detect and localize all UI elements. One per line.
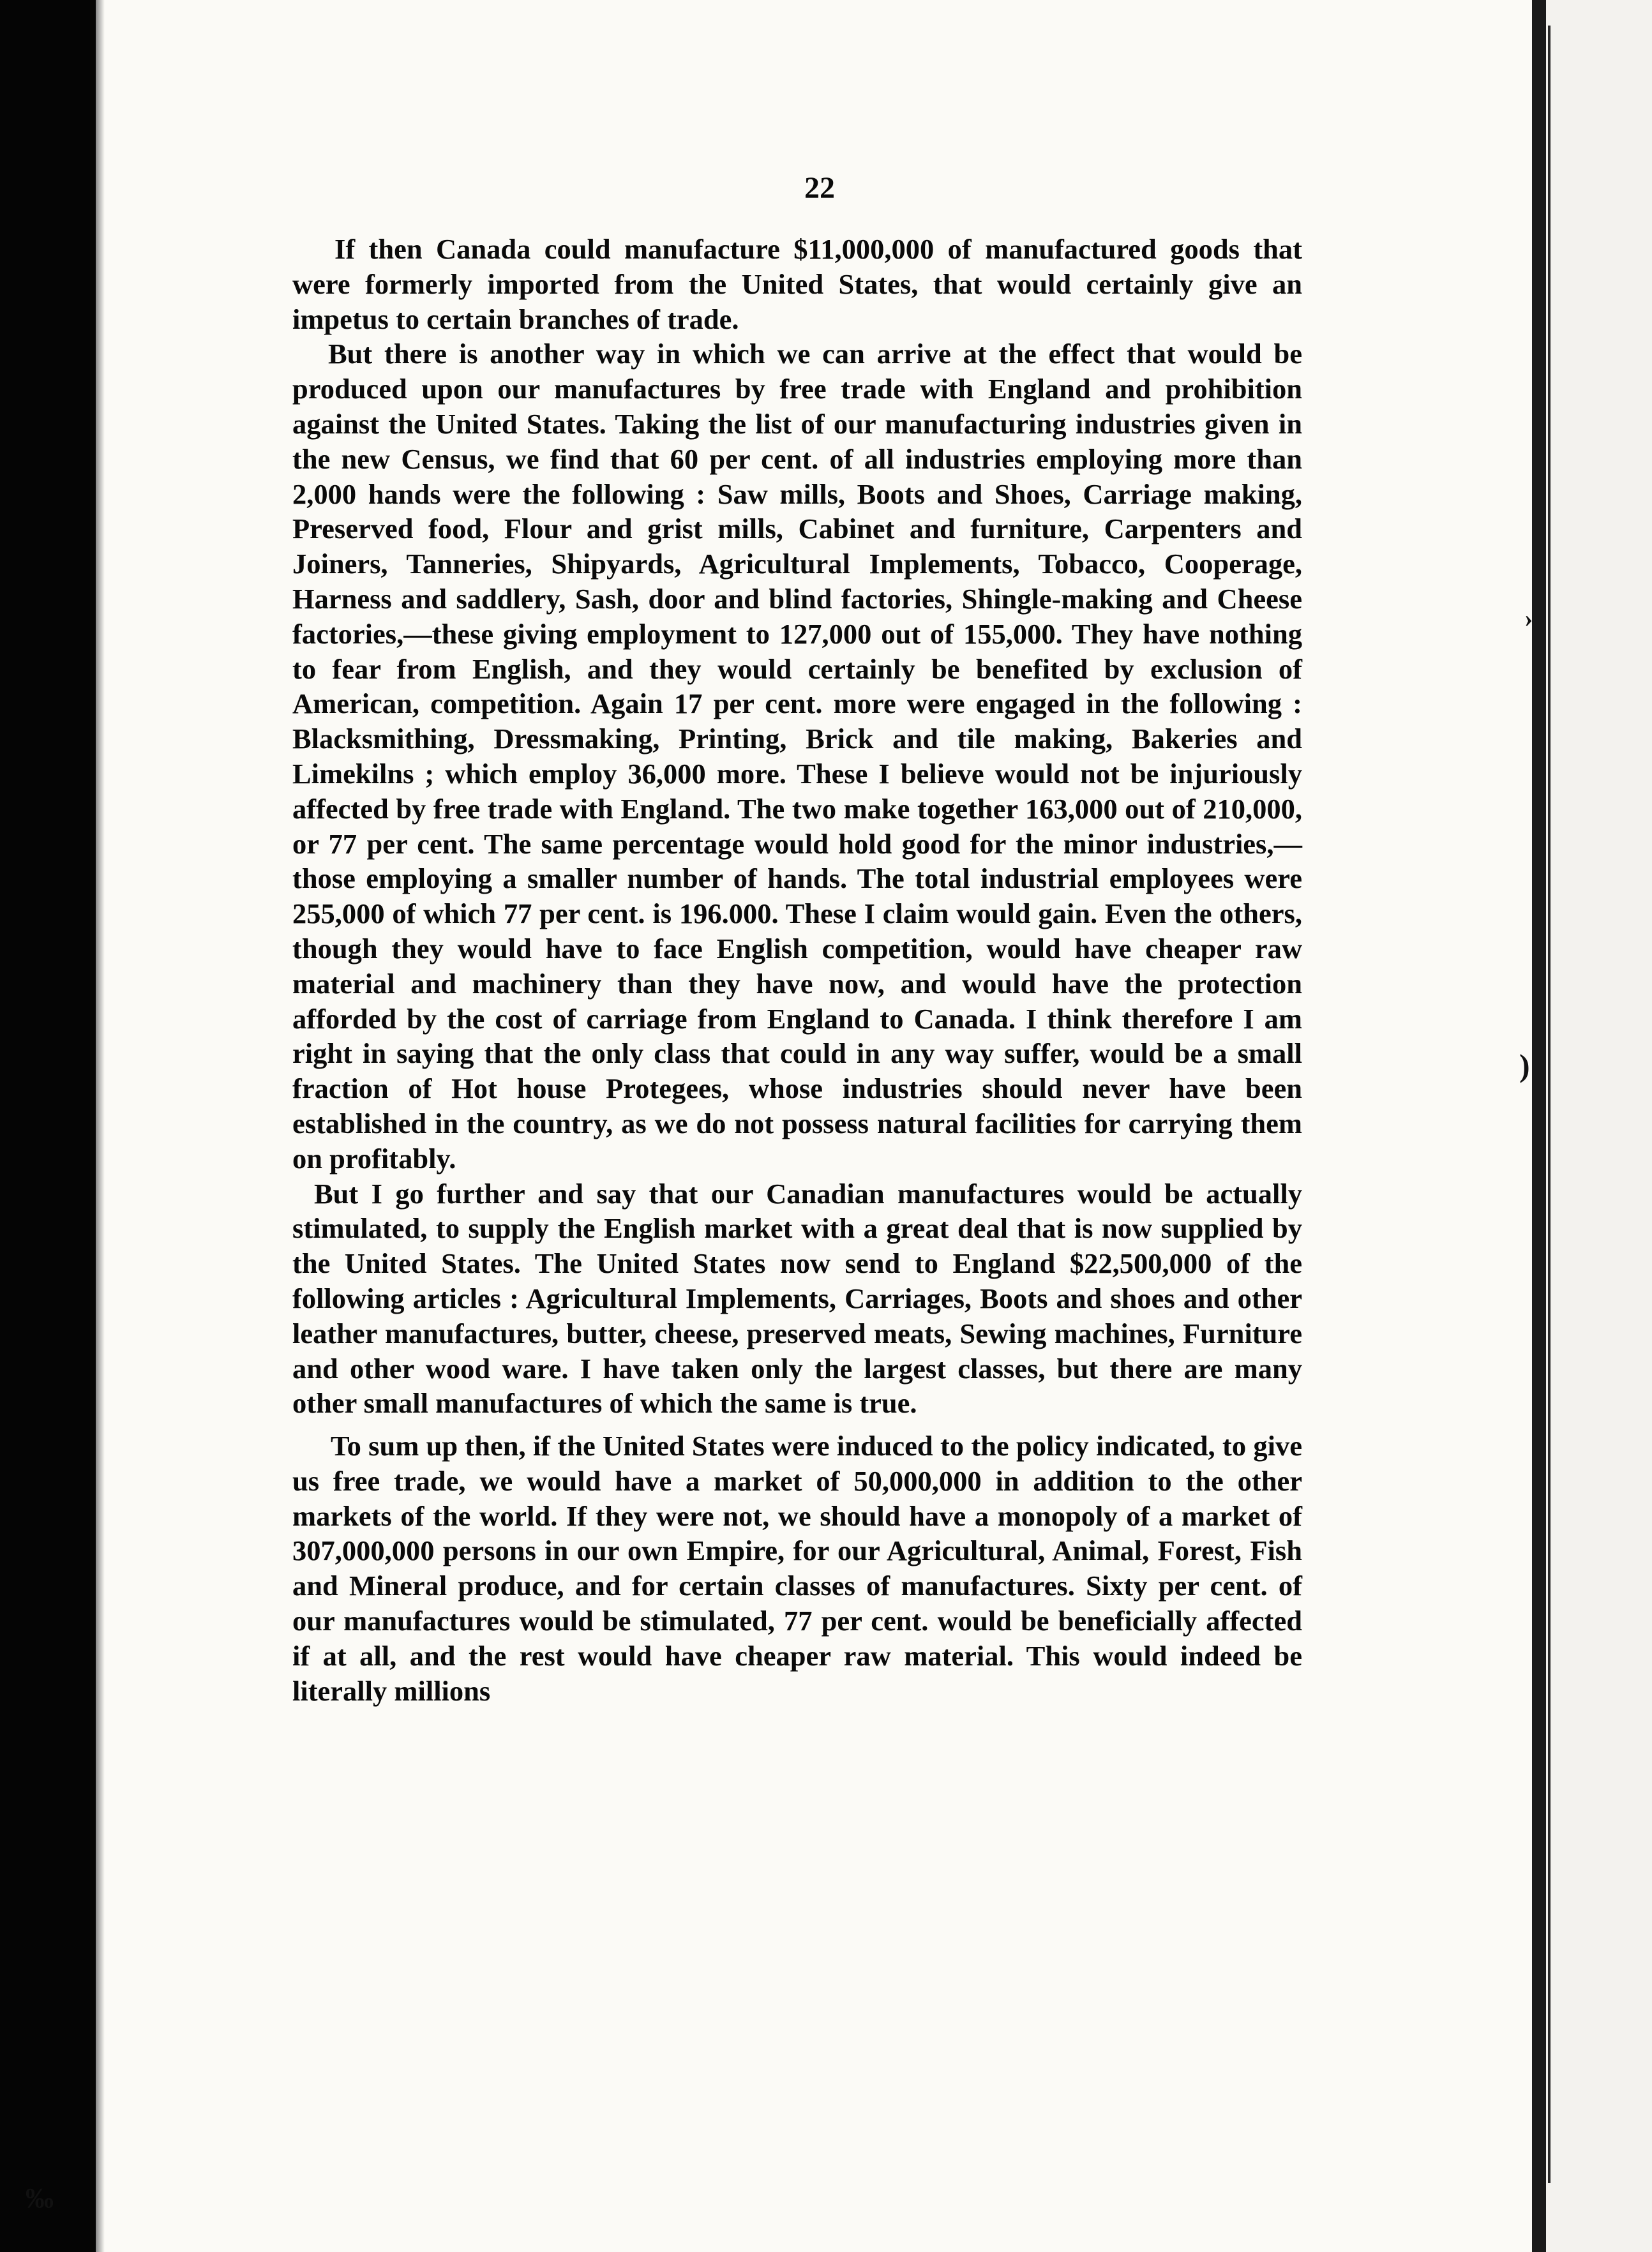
paragraph-3: But I go further and say that our Canadian manufactures would be actually stimulated, to supply the English market with a great deal that is now supplied by the United States. The United States now send to England $22,500,000 of the following articles : Agricultural Implements, Carriages, Boots and shoes and other leather manufactures, butter, cheese, preserved meats, Sewing machines, Furniture and other wood ware. I have taken only the largest classes, but there are many other small manufactures of which the same is true.: [292, 1177, 1302, 1420]
adjacent-page-edge: [1548, 26, 1551, 2183]
page-gutter: [1532, 0, 1546, 2252]
page-number: 22: [804, 171, 835, 205]
margin-mark-2: ): [1519, 1047, 1530, 1083]
margin-mark-3: ‰: [26, 2182, 54, 2214]
paragraph-2: But there is another way in which we can arrive at the effect that would be produced upon our manufactures by free trade with England and prohibition against the United States. Taking the list of our manufacturing industries given in the new Census, we find that 60 per cent. of all industries employing more than 2,000 hands were the following : Saw mills, Boots and Shoes, Carriage making, Preserved food, Flour and grist mills, Cabinet and furniture, Carpenters and Joiners, Tanneries, Shipyards, Agricultural Implements, Tobacco, Cooperage, Harness and saddlery, Sash, door and blind factories, Shingle-making and Cheese factories,—these giving employment to 127,000 out of 155,000. They have nothing to fear from English, and they would certainly be benefited by exclusion of American, competition. Again 17 per cent. more were engaged in the following : Blacksmithing, Dressmaking, Printing, Brick and tile making, Bakeries and Limekilns ; which employ 36,000 more. These I believe would not be injuriously affected by free trade with England. The two make together 163,000 out of 210,000, or 77 per cent. The same percentage would hold good for the minor industries,—those employing a smaller number of hands. The total industrial employees were 255,000 of which 77 per cent. is 196.000. These I claim would gain. Even the others, though they would have to face English competition, would have cheaper raw material and machinery than they have now, and would have the protection afforded by the cost of carriage from England to Canada. I think therefore I am right in saying that the only class that could in any way suffer, would be a small fraction of Hot house Protegees, whose industries should never have been established in the country, as we do not possess natural facilities for carrying them on profitably.: [292, 338, 1302, 1175]
margin-mark-1: ›: [1524, 604, 1533, 633]
adjacent-page: [1546, 0, 1652, 2252]
paragraph-4: To sum up then, if the United States were induced to the policy indicated, to give us free trade, we would have a market of 50,000,000 in addition to the other markets of the world. If they were not, we should have a monopoly of a market of 307,000,000 persons in our own Empire, for our Agricultural, Animal, Forest, Fish and Mineral produce, and for certain classes of manufactures. Sixty per cent. of our manufactures would be stimulated, 77 per cent. would be beneficially affected if at all, and the rest would have cheaper raw material. This would indeed be literally millions: [292, 1430, 1302, 1707]
paragraph-1: If then Canada could manufacture $11,000,000 of manufactured goods that were formerly imported from the United States, that would certainly give an impetus to certain branches of trade.: [292, 233, 1302, 335]
page-left-edge: [96, 0, 105, 2252]
page-text: [292, 163, 1302, 1708]
